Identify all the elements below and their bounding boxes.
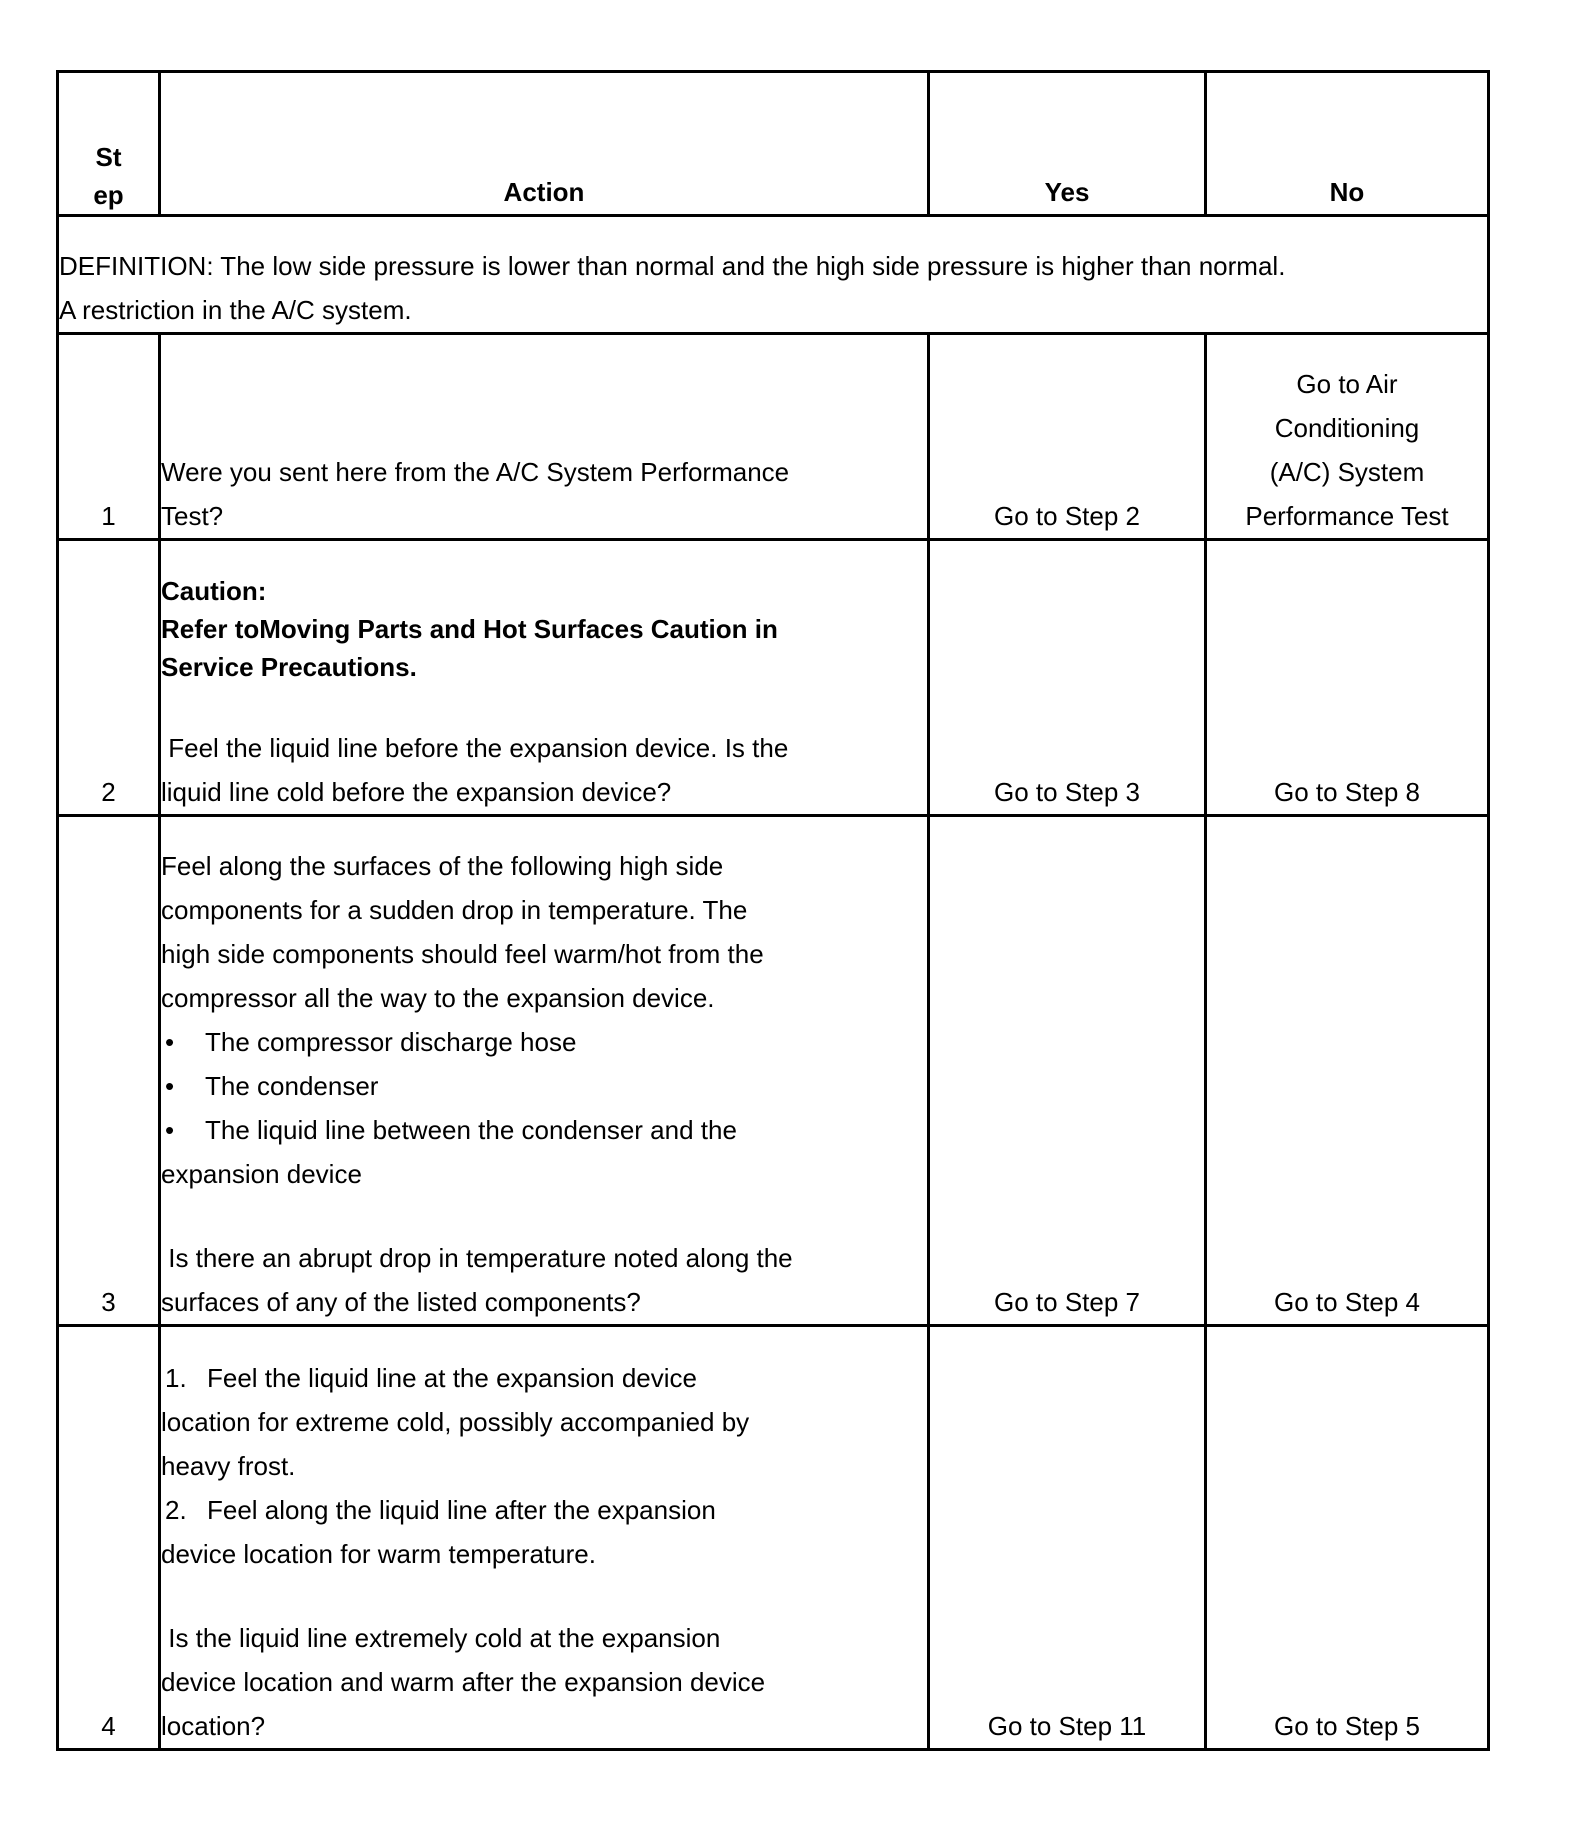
item-text: Feel along the liquid line after the expansion — [207, 1495, 716, 1525]
no-cell: Go to Step 8 — [1206, 540, 1489, 816]
list-item-continuation: expansion device — [161, 1159, 362, 1189]
step-header-line-1: St — [95, 142, 122, 172]
bullet-icon: • — [165, 1071, 175, 1101]
question-line: surfaces of any of the listed components? — [161, 1287, 641, 1317]
no-cell — [1206, 334, 1489, 540]
list-item — [161, 1020, 927, 1064]
item-number: 1. — [165, 1363, 187, 1393]
list-item — [161, 1064, 927, 1108]
yes-cell: Go to Step 7 — [929, 816, 1206, 1326]
item-number: 2. — [165, 1495, 187, 1525]
caution-text: Refer toMoving Parts and Hot Surfaces Caution in — [161, 614, 778, 644]
step-number: 3 — [58, 816, 160, 1326]
action-line: Were you sent here from the A/C System Performance — [161, 457, 790, 487]
yes-column-header: Yes — [929, 72, 1206, 216]
no-line: Go to Air — [1296, 369, 1398, 399]
bullet-icon: • — [165, 1115, 175, 1145]
list-item — [161, 1108, 927, 1152]
action-cell — [160, 1326, 929, 1750]
action-line: Test? — [161, 501, 224, 531]
table-row — [58, 334, 1489, 540]
no-line: (A/C) System — [1269, 457, 1425, 487]
no-cell: Go to Step 4 — [1206, 816, 1489, 1326]
action-line: components for a sudden drop in temperature. The — [161, 895, 748, 925]
table-row — [58, 540, 1489, 816]
action-cell — [160, 334, 929, 540]
item-text: device location for warm temperature. — [161, 1539, 596, 1569]
yes-cell: Go to Step 11 — [929, 1326, 1206, 1750]
definition-cell — [58, 216, 1489, 334]
question-line: device location and warm after the expansion device — [161, 1667, 766, 1697]
action-cell — [160, 816, 929, 1326]
table-header-row — [58, 72, 1489, 216]
yes-cell: Go to Step 2 — [929, 334, 1206, 540]
no-line: Performance Test — [1245, 501, 1449, 531]
item-text: location for extreme cold, possibly accompanied by — [161, 1407, 750, 1437]
numbered-item — [161, 1488, 927, 1532]
list-item-text: The condenser — [205, 1071, 379, 1101]
caution-text: Service Precautions. — [161, 652, 417, 682]
no-column-header: No — [1206, 72, 1489, 216]
step-number: 4 — [58, 1326, 160, 1750]
bullet-icon: • — [165, 1027, 175, 1057]
table-row — [58, 1326, 1489, 1750]
caution-title: Caution: — [161, 576, 267, 606]
question-line: location? — [161, 1711, 266, 1741]
question-line: Is the liquid line extremely cold at the expansion — [161, 1623, 721, 1653]
step-column-header — [58, 72, 160, 216]
step-number: 1 — [58, 334, 160, 540]
question-line: Is there an abrupt drop in temperature noted along the — [161, 1243, 793, 1273]
action-line: Feel the liquid line before the expansion device. Is the — [161, 733, 789, 763]
action-cell — [160, 540, 929, 816]
action-line: compressor all the way to the expansion device. — [161, 983, 715, 1013]
item-text: Feel the liquid line at the expansion device — [207, 1363, 697, 1393]
action-line: Feel along the surfaces of the following high side — [161, 851, 724, 881]
step-header-line-2: ep — [93, 180, 124, 210]
no-cell: Go to Step 5 — [1206, 1326, 1489, 1750]
definition-row — [58, 216, 1489, 334]
item-text: heavy frost. — [161, 1451, 296, 1481]
step-number: 2 — [58, 540, 160, 816]
yes-cell: Go to Step 3 — [929, 540, 1206, 816]
action-line: high side components should feel warm/hot from the — [161, 939, 764, 969]
definition-line-2: A restriction in the A/C system. — [59, 295, 412, 325]
numbered-item — [161, 1356, 927, 1400]
action-column-header: Action — [160, 72, 929, 216]
list-item-text: The liquid line between the condenser and the — [205, 1115, 737, 1145]
no-line: Conditioning — [1274, 413, 1420, 443]
table-row — [58, 816, 1489, 1326]
list-item-text: The compressor discharge hose — [205, 1027, 577, 1057]
definition-line-1: DEFINITION: The low side pressure is lower than normal and the high side pressure is higher than normal. — [59, 251, 1286, 281]
diagnostic-table — [56, 70, 1490, 1751]
action-line: liquid line cold before the expansion device? — [161, 777, 672, 807]
